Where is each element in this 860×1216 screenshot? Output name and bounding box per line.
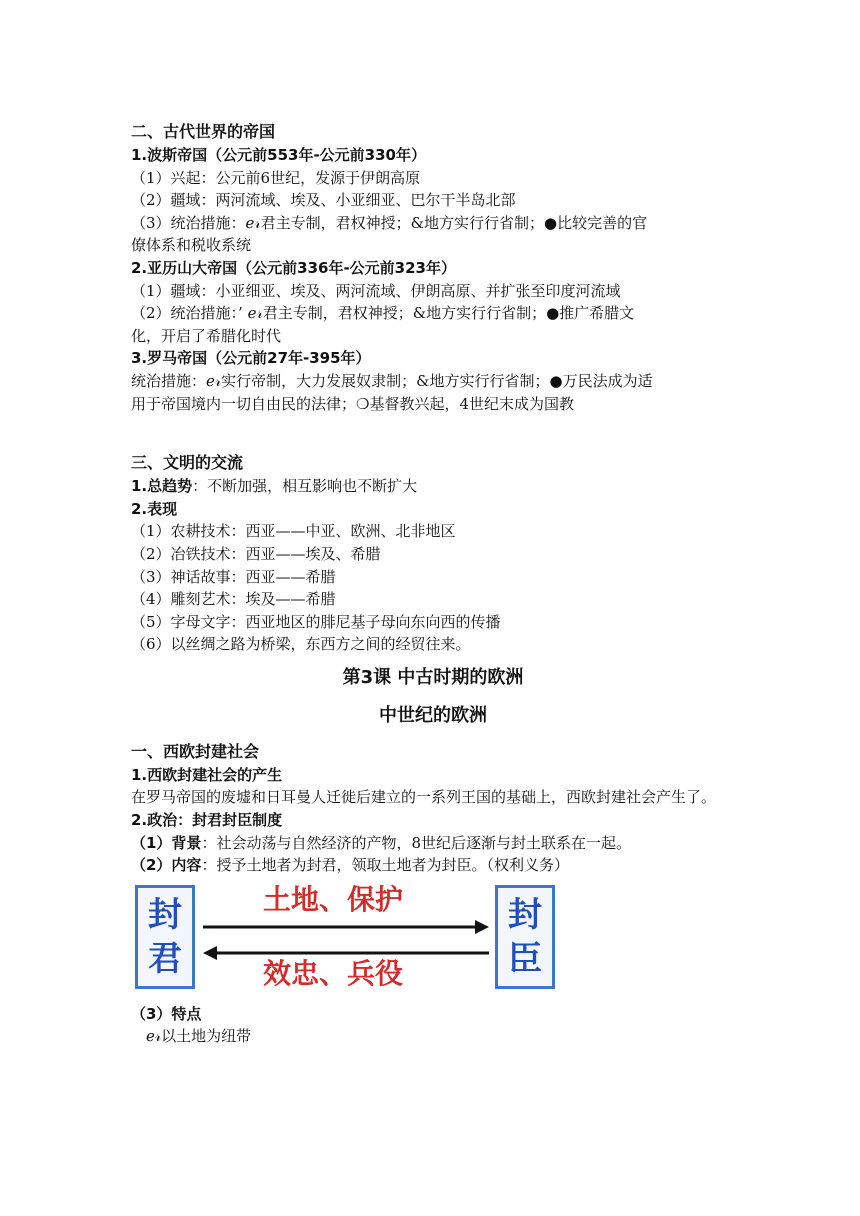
- persia-title: 1.波斯帝国（公元前553年-公元前330年）: [131, 146, 426, 164]
- persia-rule-line-2: 僚体系和税收系统: [131, 236, 252, 255]
- exchange-item: （1）农耕技术：西亚——中亚、欧洲、北非地区: [131, 522, 456, 541]
- origin-text: 在罗马帝国的废墟和日耳曼人迁徙后建立的一系列王国的基础上，西欧封建社会产生了。: [131, 788, 717, 807]
- exchange-item: （4）雕刻艺术：埃及——希腊: [131, 590, 336, 609]
- lesson-subtitle: 中世纪的欧洲: [379, 704, 487, 726]
- trend-label: 1.总趋势: [131, 477, 193, 496]
- trend-text: ：不断加强，相互影响也不断扩大: [192, 477, 418, 496]
- background-line: [131, 832, 735, 855]
- vassal-char-2: 臣: [508, 938, 542, 979]
- bottom-arrow-label: 效忠、兵役: [263, 956, 404, 990]
- rome-title: 3.罗马帝国（公元前27年-395年）: [131, 349, 371, 368]
- persia-territory: （2）疆域：两河流域、埃及、小亚细亚、巴尔干半岛北部: [131, 191, 516, 210]
- alexander-rule-line-2: 化，开启了希腊化时代: [131, 326, 282, 345]
- top-arrow-label: 土地、保护: [263, 882, 404, 916]
- alexander-territory: （1）疆域：小亚细亚、埃及、两河流域、伊朗高原、并扩张至印度河流域: [131, 281, 621, 300]
- lesson-title: 第3课 中古时期的欧洲: [342, 666, 524, 688]
- features-label: （3）特点: [131, 1004, 202, 1023]
- alexander-rule-line-1: （2）统治措施：’ ℯ𝓇君主专制，君权神授；&地方实行行省制；●推广希腊文: [131, 304, 635, 323]
- forms-label: 2.表现: [131, 499, 178, 518]
- vassal-char-1: 封: [508, 894, 542, 935]
- origin-title: 1.西欧封建社会的产生: [131, 765, 283, 784]
- feature-1: ℯ𝓇以土地为纽带: [146, 1027, 252, 1046]
- rome-rule-line-2: 用于帝国境内一切自由民的法律；❍基督教兴起，4世纪末成为国教: [131, 394, 574, 413]
- lord-char-1: 封: [148, 894, 182, 935]
- vassal-box: [495, 885, 555, 989]
- persia-rule-line-1: （3）统治措施：ℯ𝓇君主专制，君权神授；&地方实行行省制；●比较完善的官: [131, 213, 648, 232]
- background-label: （1）背景: [131, 833, 202, 852]
- section-heading-empires: 二、古代世界的帝国: [131, 122, 276, 141]
- exchange-item: （5）字母文字：西亚地区的腓尼基子母向东向西的传播: [131, 612, 501, 631]
- section-heading-exchange: 三、文明的交流: [131, 453, 244, 473]
- background-text: ：社会动荡与自然经济的产物，8世纪后逐渐与封土联系在一起。: [201, 833, 631, 852]
- right-arrow: [203, 920, 489, 934]
- content-label: （2）内容: [131, 856, 202, 875]
- exchange-item: （3）神话故事：西亚——希腊: [131, 567, 336, 586]
- exchange-trend: [131, 475, 735, 498]
- rome-rule-line-1: 统治措施：ℯ𝓇实行帝制，大力发展奴隶制；&地方实行行省制；●万民法成为适: [131, 371, 653, 390]
- document-page: [131, 120, 735, 1048]
- lord-vassal-diagram: [135, 882, 560, 993]
- alexander-title: 2.亚历山大帝国（公元前336年-公元前323年）: [131, 258, 456, 277]
- lord-box: [135, 885, 195, 989]
- politics-title: 2.政治：封君封臣制度: [131, 811, 283, 830]
- exchange-item: （6）以丝绸之路为桥梁，东西方之间的经贸往来。: [131, 635, 471, 654]
- content-text: ：授予土地者为封君，领取土地者为封臣。（权利义务）: [201, 856, 569, 875]
- section-heading-feudal: 一、西欧封建社会: [131, 741, 260, 761]
- lord-char-2: 君: [148, 938, 182, 979]
- exchange-item: （2）冶铁技术：西亚——埃及、希腊: [131, 544, 381, 563]
- content-line: [131, 854, 735, 877]
- persia-rise: （1）兴起：公元前6世纪，发源于伊朗高原: [131, 168, 421, 187]
